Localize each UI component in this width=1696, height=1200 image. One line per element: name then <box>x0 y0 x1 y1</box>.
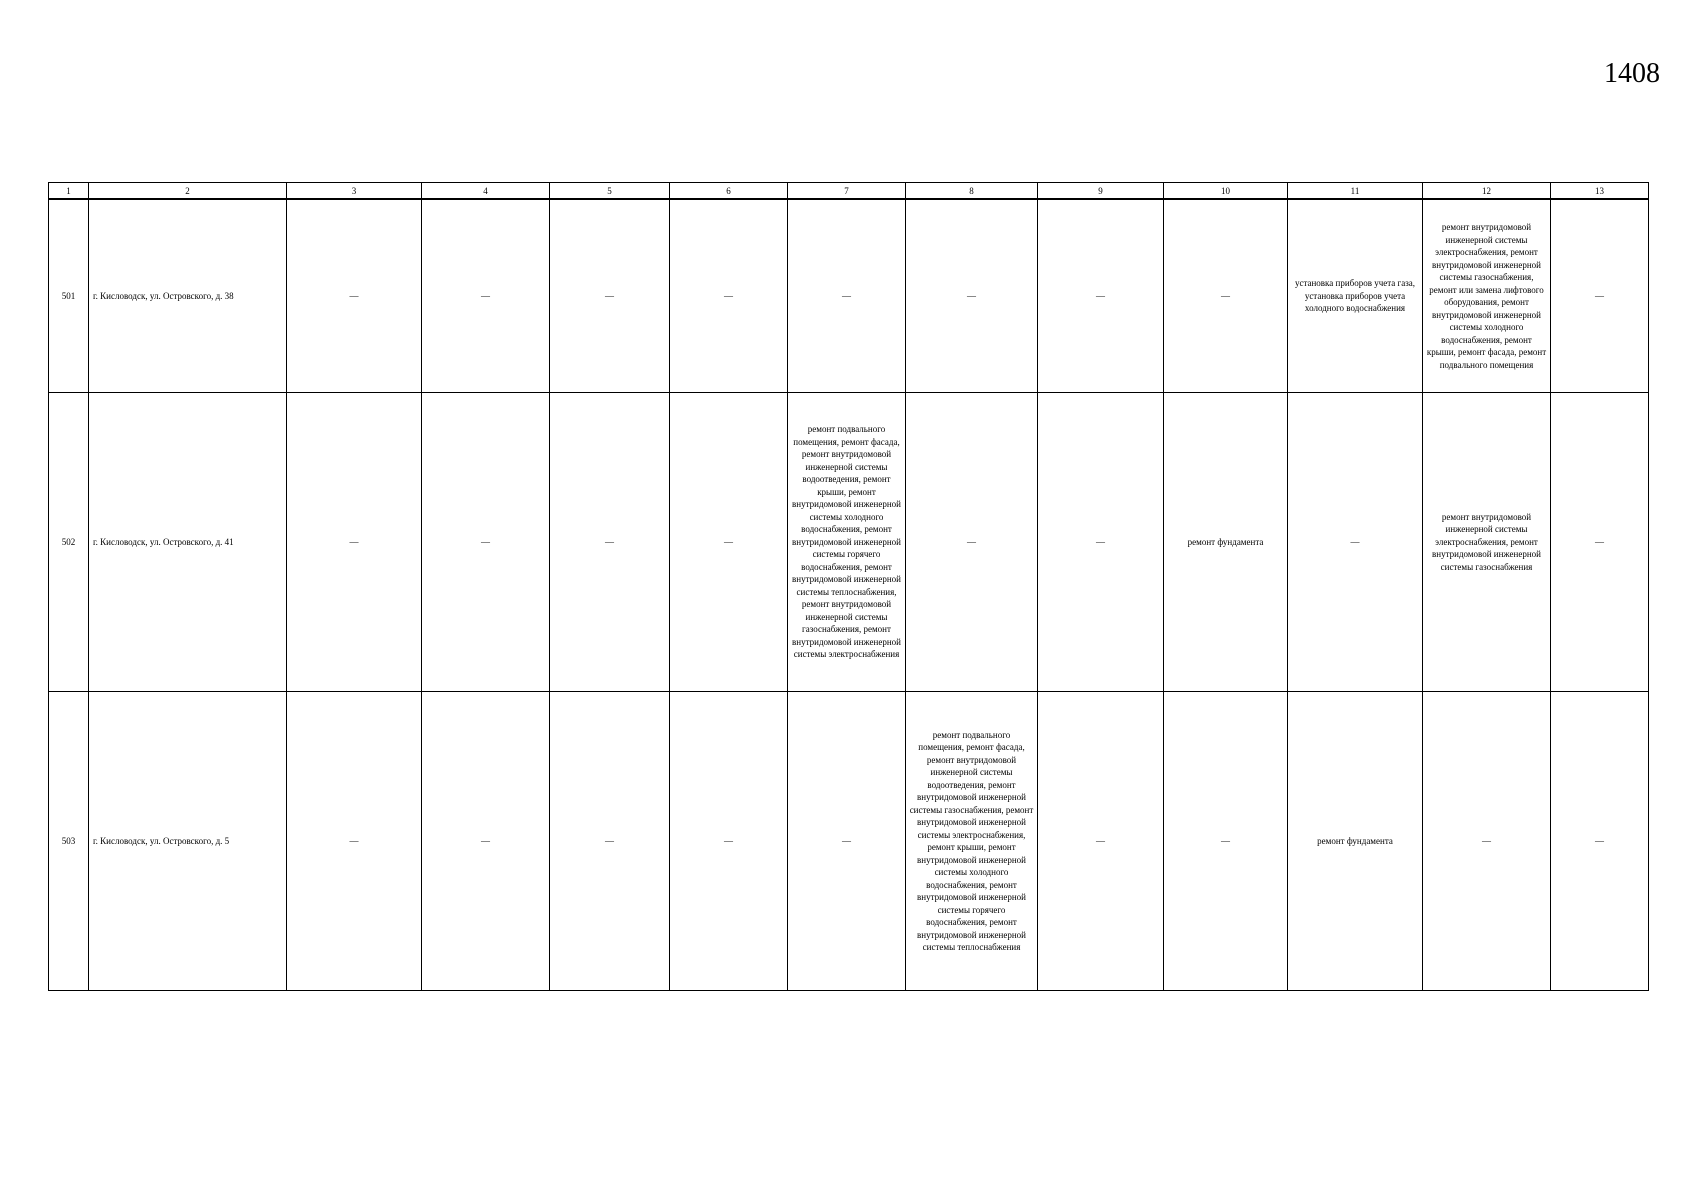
table-cell: — <box>1288 393 1423 692</box>
table-row <box>49 199 1649 393</box>
table-cell: — <box>287 692 422 991</box>
table-cell: — <box>1551 393 1649 692</box>
table-cell: — <box>670 199 788 393</box>
row-number-cell: 502 <box>49 393 89 692</box>
table-cell: — <box>550 199 670 393</box>
table-row <box>49 692 1649 991</box>
address-cell: г. Кисловодск, ул. Островского, д. 41 <box>89 393 287 692</box>
column-header: 11 <box>1288 183 1423 200</box>
table-cell: ремонт подвального помещения, ремонт фасада, ремонт внутридомовой инженерной системы водоотведения, ремонт крыши, ремонт внутридомовой инженерной системы холодного водоснабжения, ремонт внутридомовой инженерной системы горячего водоснабжения, ремонт внутридомовой инженерной системы теплоснабжения, ремонт внутридомовой инженерной системы газоснабжения, ремонт внутридомовой инженерной системы электроснабжения <box>788 393 906 692</box>
table-cell: — <box>670 393 788 692</box>
table-cell: — <box>788 199 906 393</box>
table-cell: — <box>906 393 1038 692</box>
column-header: 8 <box>906 183 1038 200</box>
address-cell: г. Кисловодск, ул. Островского, д. 5 <box>89 692 287 991</box>
table-cell: — <box>550 393 670 692</box>
table-row <box>49 393 1649 692</box>
table-cell: — <box>287 199 422 393</box>
column-header: 13 <box>1551 183 1649 200</box>
table-cell: — <box>422 199 550 393</box>
table-cell: — <box>1551 692 1649 991</box>
table-cell: — <box>1164 692 1288 991</box>
table-cell: — <box>1038 393 1164 692</box>
table-cell: — <box>1038 199 1164 393</box>
row-number-cell: 501 <box>49 199 89 393</box>
row-number-cell: 503 <box>49 692 89 991</box>
column-header: 9 <box>1038 183 1164 200</box>
column-header: 5 <box>550 183 670 200</box>
page-number: 1408 <box>1604 58 1660 89</box>
table-cell: ремонт фундамента <box>1288 692 1423 991</box>
table-cell: — <box>1038 692 1164 991</box>
table-cell: ремонт внутридомовой инженерной системы электроснабжения, ремонт внутридомовой инженерной системы газоснабжения <box>1423 393 1551 692</box>
column-header: 2 <box>89 183 287 200</box>
address-cell: г. Кисловодск, ул. Островского, д. 38 <box>89 199 287 393</box>
table-cell: — <box>550 692 670 991</box>
table-cell: — <box>1551 199 1649 393</box>
table-cell: — <box>1423 692 1551 991</box>
table-cell: — <box>670 692 788 991</box>
table-cell: — <box>1164 199 1288 393</box>
table-cell: ремонт подвального помещения, ремонт фасада, ремонт внутридомовой инженерной системы водоотведения, ремонт внутридомовой инженерной системы газоснабжения, ремонт внутридомовой инженерной системы электроснабжения, ремонт крыши, ремонт внутридомовой инженерной системы холодного водоснабжения, ремонт внутридомовой инженерной системы горячего водоснабжения, ремонт внутридомовой инженерной системы теплоснабжения <box>906 692 1038 991</box>
table-cell: установка приборов учета газа, установка приборов учета холодного водоснабжения <box>1288 199 1423 393</box>
column-header: 6 <box>670 183 788 200</box>
column-header: 1 <box>49 183 89 200</box>
column-header: 12 <box>1423 183 1551 200</box>
header-row <box>49 183 1649 200</box>
column-header: 7 <box>788 183 906 200</box>
table-cell: — <box>422 393 550 692</box>
column-header: 4 <box>422 183 550 200</box>
works-table <box>48 182 1649 991</box>
table-cell: — <box>422 692 550 991</box>
table-cell: ремонт внутридомовой инженерной системы электроснабжения, ремонт внутридомовой инженерной системы газоснабжения, ремонт или замена лифтового оборудования, ремонт внутридомовой инженерной системы холодного водоснабжения, ремонт крыши, ремонт фасада, ремонт подвального помещения <box>1423 199 1551 393</box>
column-header: 3 <box>287 183 422 200</box>
table-cell: ремонт фундамента <box>1164 393 1288 692</box>
column-header: 10 <box>1164 183 1288 200</box>
table-cell: — <box>788 692 906 991</box>
table-cell: — <box>906 199 1038 393</box>
table-cell: — <box>287 393 422 692</box>
